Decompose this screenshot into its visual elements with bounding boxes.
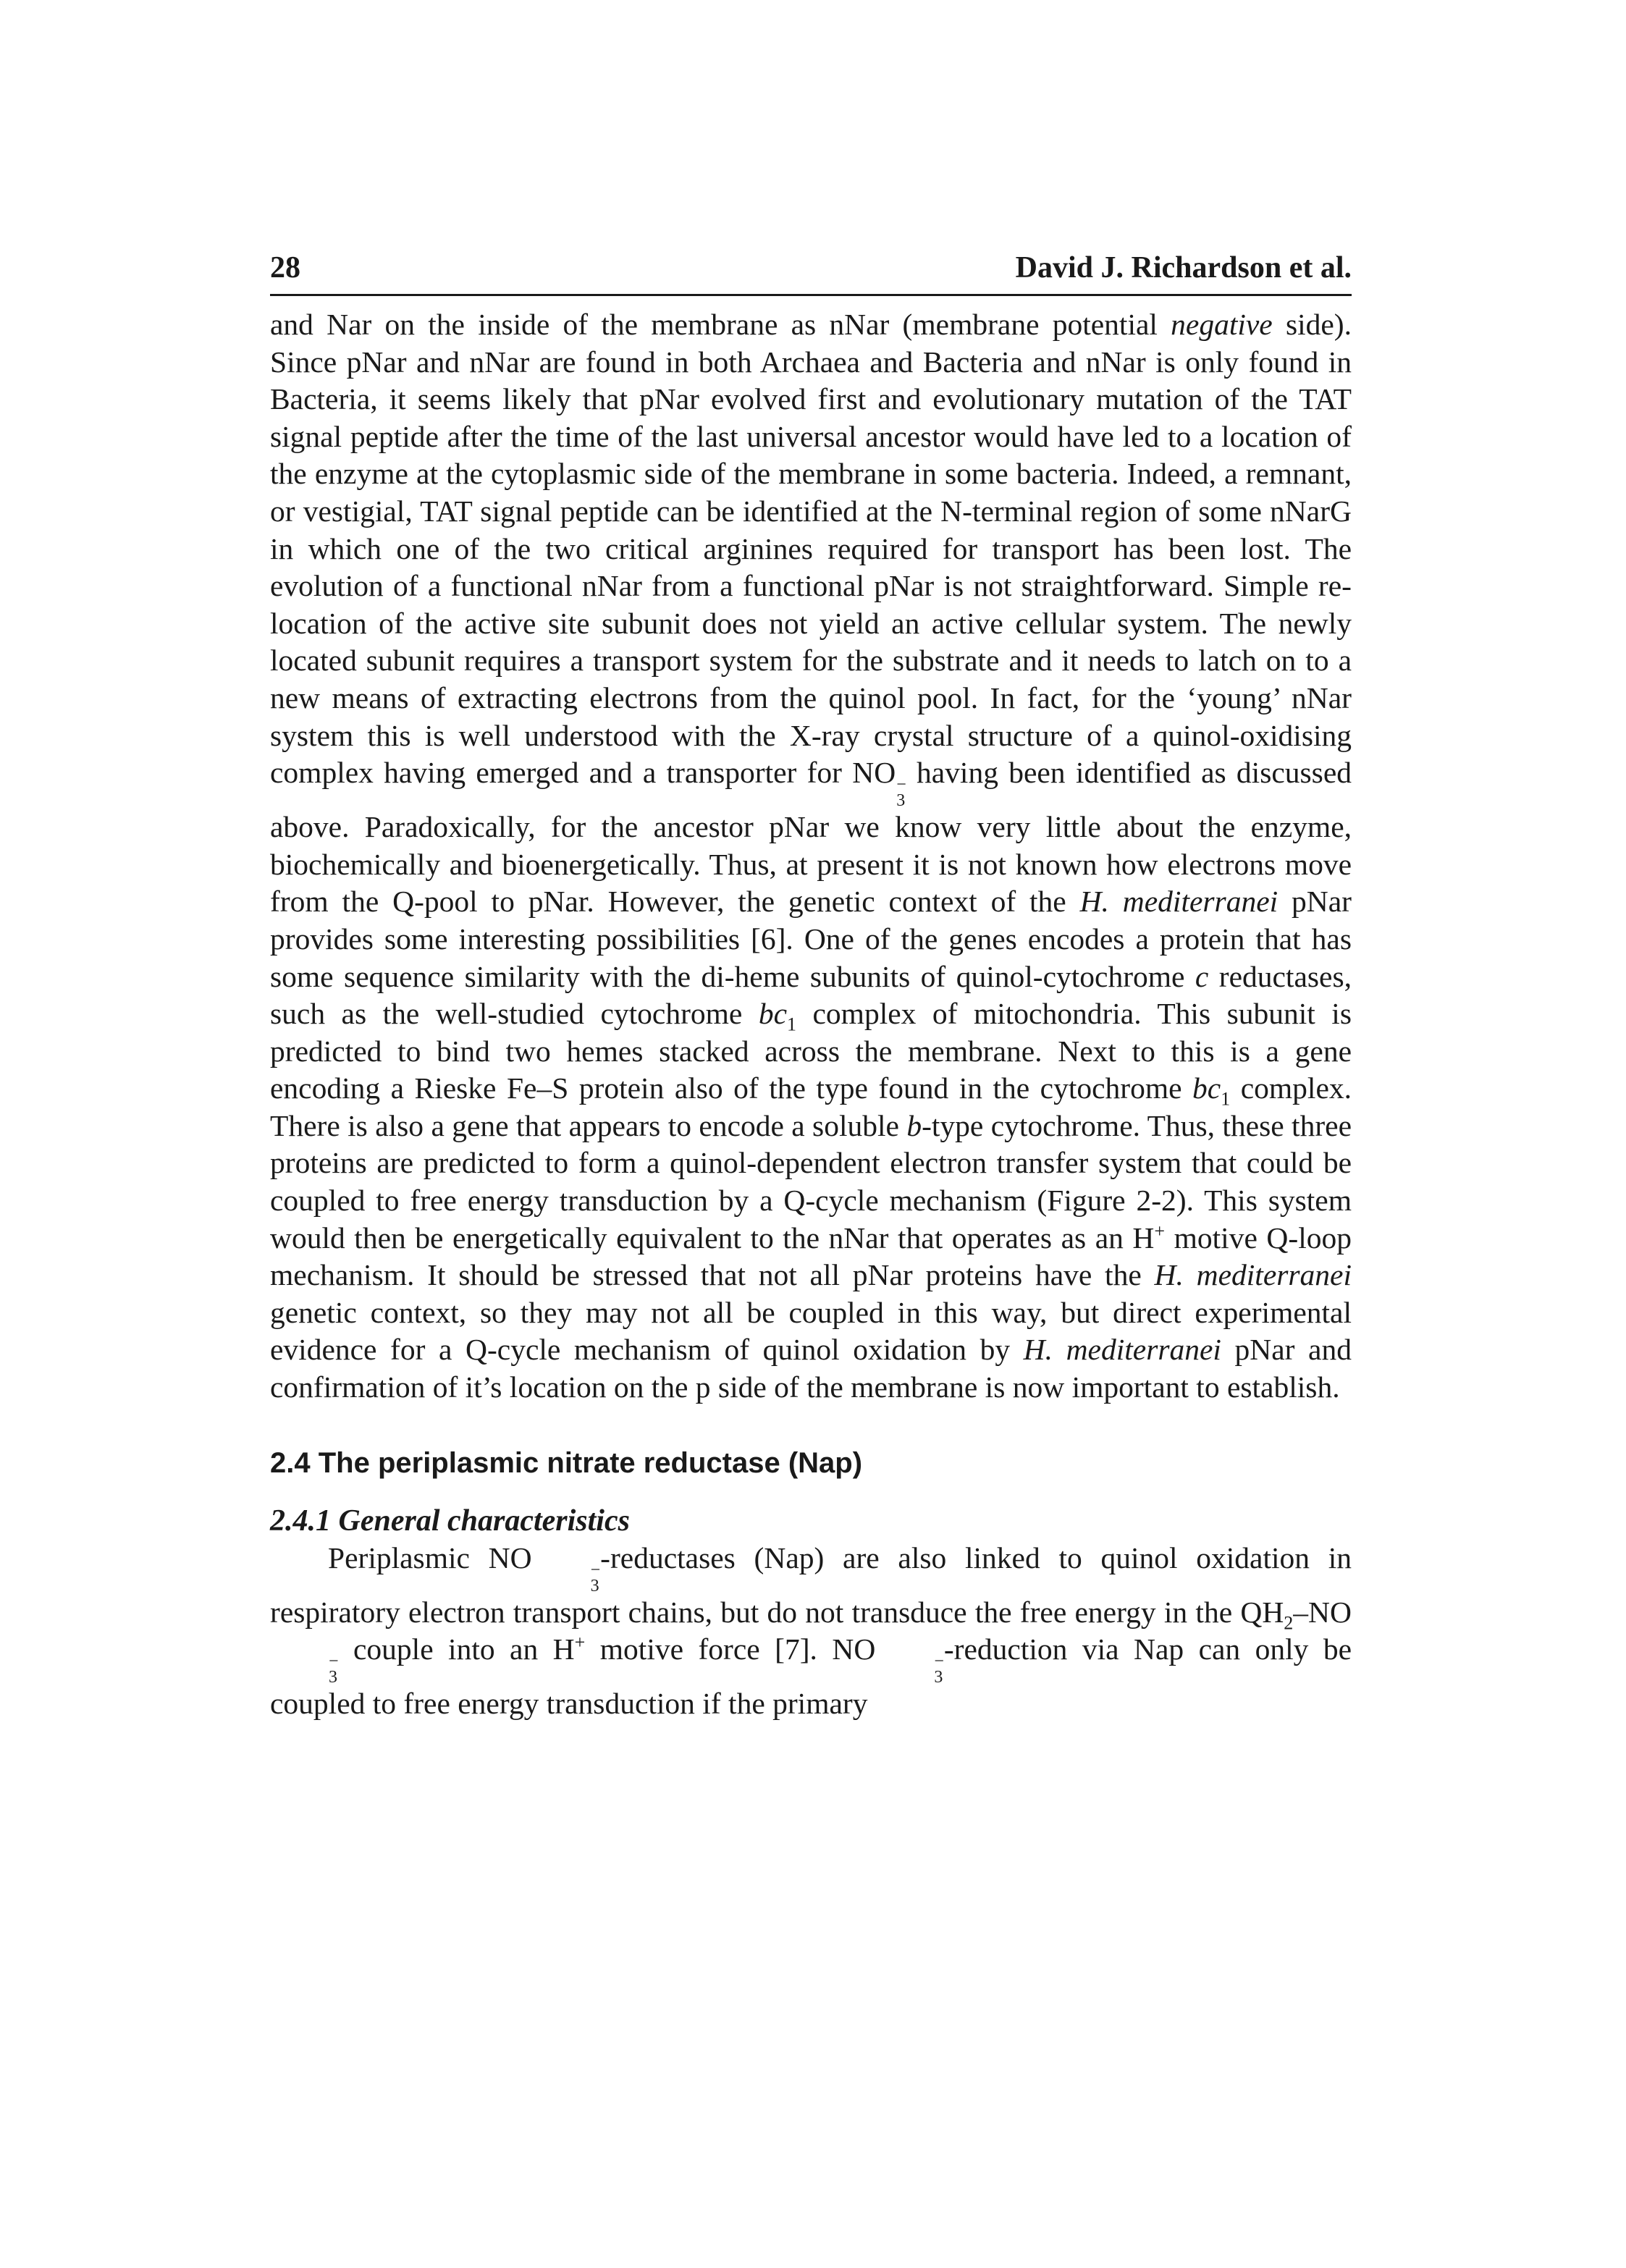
italic-run: bc <box>1192 1071 1221 1105</box>
text-run: complex of mitochondria. This subunit is predicted to bind two hemes stacked across the membrane. Next to this is a gene encoding a Rieske Fe–S protein also of the type found in the cytochrome <box>270 997 1352 1105</box>
italic-run: b <box>906 1108 922 1142</box>
running-title: David J. Richardson et al. <box>1015 251 1352 284</box>
subsection-heading: 2.4.1 General characteristics <box>270 1504 630 1538</box>
text-run: motive Q-loop mechanism. It should be stressed that not all pNar proteins have the <box>270 1221 1352 1292</box>
italic-run: bc <box>758 997 787 1031</box>
subscript: 3 <box>590 1576 599 1595</box>
text-run: couple into an H <box>338 1632 575 1666</box>
text-run: motive force [7]. NO <box>585 1632 876 1666</box>
running-head <box>270 246 1352 296</box>
paragraph-nar-evolution <box>270 306 1352 1407</box>
text-run: -type cytochrome. Thus, these three proteins are predicted to form a quinol-dependent electron transfer system that could be coupled to free energy transduction by a Q-cycle mechanism (Figure 2-2). This system would then be energetically equivalent to the nNar that operates as an H <box>270 1108 1352 1255</box>
italic-run: c <box>1195 959 1209 993</box>
text-run: reductases, such as the well-studied cytochrome <box>270 959 1352 1031</box>
superscript: − <box>329 1652 339 1672</box>
subscript: 3 <box>934 1668 943 1687</box>
paragraph-nap-characteristics <box>270 1540 1352 1723</box>
superscript: + <box>574 1632 586 1653</box>
subscript: 2 <box>1284 1611 1294 1633</box>
page-number: 28 <box>270 251 300 284</box>
text-run: genetic context, so they may not all be coupled in this way, but direct experimental evidence for a Q-cycle mechanism of quinol oxidation by <box>270 1295 1352 1367</box>
italic-run: negative <box>1171 308 1273 341</box>
superscript: − <box>590 1560 601 1580</box>
subscript: 3 <box>329 1668 337 1687</box>
superscript: − <box>934 1652 944 1672</box>
text-run: having been identified as discussed above. Paradoxically, for the ancestor pNar we know very little about the enzyme, biochemically and bioenergetically. Thus, at present it is not known how electrons move from the Q-pool to pNar. However, the genetic context of the <box>270 756 1352 919</box>
text-run: complex. There is also a gene that appears to encode a soluble <box>270 1071 1352 1142</box>
subscript: 3 <box>896 791 906 811</box>
text-run: and Nar on the inside of the membrane as nNar (membrane potential <box>270 308 1171 341</box>
ion-charge-script <box>271 1653 339 1685</box>
superscript: − <box>896 775 906 795</box>
text-run: pNar provides some interesting possibilities [6]. One of the genes encodes a protein that has some sequence similarity with the di-heme subunits of quinol-cytochrome <box>270 885 1352 993</box>
italic-run: H. mediterranei <box>1023 1333 1221 1367</box>
italic-run: H. mediterranei <box>1079 885 1279 919</box>
text-run: -reductases (Nap) are also linked to quinol oxidation in respiratory electron transport chains, but do not transduce the free energy in the QH <box>270 1540 1352 1629</box>
text-run: -reduction via Nap can only be coupled to free energy transduction if the primary <box>270 1632 1352 1721</box>
text-run: pNar and confirmation of it’s location on the p side of the membrane is now important to establish. <box>270 1333 1352 1404</box>
ion-charge-script <box>533 1562 601 1594</box>
book-page <box>270 246 1352 1723</box>
section-heading: 2.4 The periplasmic nitrate reductase (Nap) <box>270 1446 863 1479</box>
text-run: Periplasmic NO <box>328 1540 532 1574</box>
subscript: 1 <box>787 1013 796 1035</box>
italic-run: H. mediterranei <box>1154 1258 1352 1292</box>
text-run: side). Since pNar and nNar are found in both Archaea and Bacteria and nNar is only found in Bacteria, it seems likely that pNar evolved first and evolutionary mutation of the TAT signal peptide after the time of the last universal ancestor would have led to a location of the enzyme at the cytoplasmic side of the membrane in some bacteria. Indeed, a remnant, or vestigial, TAT signal peptide can be identified at the N-terminal region of some nNarG in which one of the two critical arginines required for transport has been lost. The evolution of a functional nNar from a functional pNar is not straightforward. Simple re-location of the active site subunit does not yield an active cellular system. The newly located subunit requires a transport system for the substrate and it needs to latch on to a new means of extracting electrons from the quinol pool. In fact, for the ‘young’ nNar system this is well understood with the X-ray crystal structure of a quinol-oxidising complex having emerged and a transporter for NO <box>270 308 1352 790</box>
ion-charge-script <box>876 1653 944 1685</box>
ion-charge-script <box>896 777 906 809</box>
superscript: + <box>1154 1220 1166 1242</box>
subscript: 1 <box>1221 1088 1231 1110</box>
text-run: –NO <box>1293 1595 1352 1629</box>
